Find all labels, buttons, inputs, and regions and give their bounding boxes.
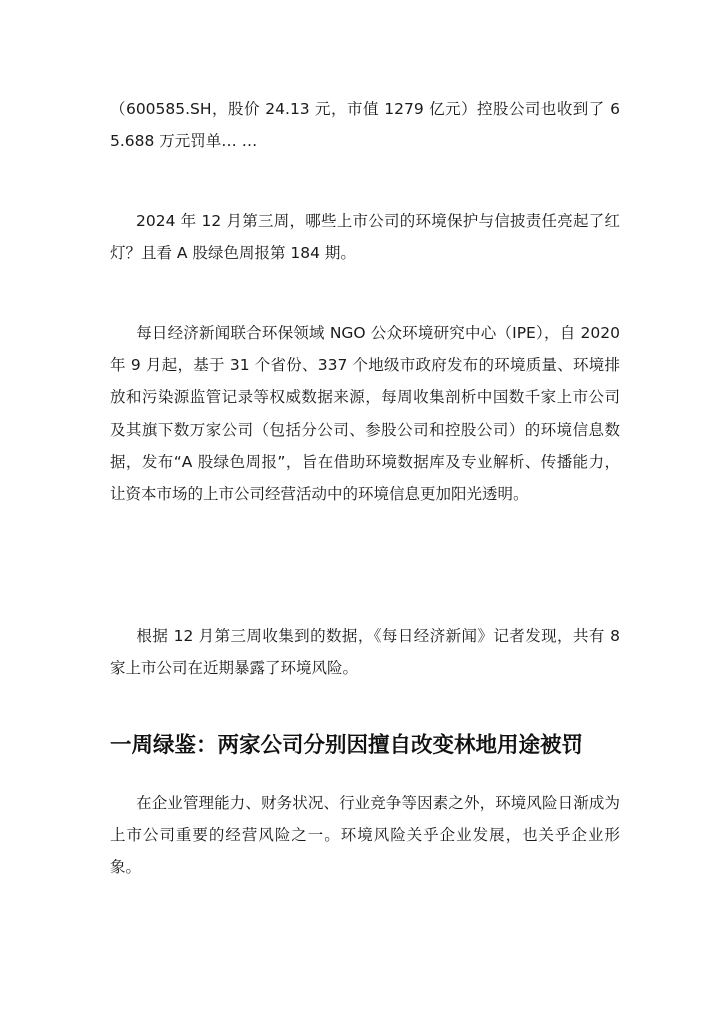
paragraph-text: 根据 12 月第三周收集到的数据，《每日经济新闻》记者发现，共有 8 家上市公司在近期暴露了环境风险。 xyxy=(110,627,620,678)
paragraph-environmental-risk xyxy=(110,787,620,884)
paragraph-about-report xyxy=(110,317,620,510)
paragraph-text: 每日经济新闻联合环保领域 NGO 公众环境研究中心（IPE），自 2020 年 9 月起，基于 31 个省份、337 个地级市政府发布的环境质量、环境排放和污染源监管记录等权威数据来源，每周收集剖析中国数千家上市公司及其旗下数万家公司（包括分公司、参股公司和控股公司）的环境信息数据，发布“A 股绿色周报”，旨在借助环境数据库及专业解析、传播能力，让资本市场的上市公司经营活动中的环境信息更加阳光透明。 xyxy=(110,324,620,504)
paragraph-text: 2024 年 12 月第三周，哪些上市公司的环境保护与信披责任亮起了红灯？且看 A 股绿色周报第 184 期。 xyxy=(110,212,620,263)
paragraph-text: 在企业管理能力、财务状况、行业竞争等因素之外，环境风险日渐成为上市公司重要的经营风险之一。环境风险关乎企业发展，也关乎企业形象。 xyxy=(110,794,620,877)
paragraph-intro-continuation xyxy=(110,93,620,157)
paragraph-text: （600585.SH，股价 24.13 元，市值 1279 亿元）控股公司也收到了 65.688 万元罚单… … xyxy=(110,100,620,151)
paragraph-findings xyxy=(110,620,620,684)
paragraph-weekly-question xyxy=(110,205,620,269)
section-heading: 一周绿鉴：两家公司分别因擅自改变林地用途被罚 xyxy=(110,733,584,758)
